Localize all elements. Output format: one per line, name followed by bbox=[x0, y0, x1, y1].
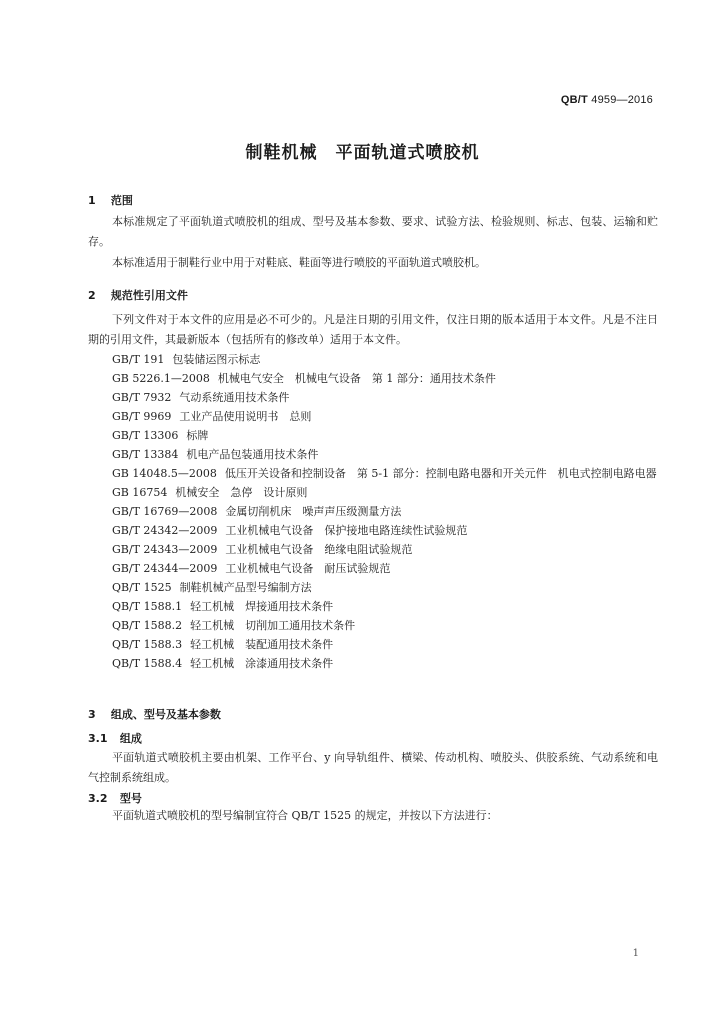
reference-item bbox=[88, 597, 658, 616]
standard-prefix: QB/T bbox=[560, 94, 588, 106]
reference-item bbox=[88, 559, 658, 578]
document-title: 制鞋机械 平面轨道式喷胶机 bbox=[245, 143, 480, 163]
reference-title: 工业产品使用说明书 总则 bbox=[179, 410, 312, 423]
reference-item bbox=[88, 445, 658, 464]
reference-item bbox=[88, 388, 658, 407]
section-1-paragraph-2: 本标准适用于制鞋行业中用于对鞋底、鞋面等进行喷胶的平面轨道式喷胶机。 bbox=[112, 256, 486, 269]
section-1-heading bbox=[88, 192, 133, 208]
reference-title: 低压开关设备和控制设备 第 5-1 部分：控制电路电器和开关元件 机电式控制电路电器 bbox=[224, 467, 657, 480]
subsection-number: 3.1 bbox=[88, 732, 108, 745]
reference-title: 机械安全 急停 设计原则 bbox=[175, 486, 308, 499]
reference-code: GB/T 13306 bbox=[112, 429, 179, 442]
reference-code: GB/T 13384 bbox=[112, 448, 179, 461]
page-number: 1 bbox=[632, 948, 639, 959]
reference-title: 机电产品包装通用技术条件 bbox=[186, 448, 319, 461]
subsection-title: 型号 bbox=[119, 792, 142, 805]
standard-number: 4959—2016 bbox=[591, 94, 653, 106]
subsection-3-1-paragraph: 平面轨道式喷胶机主要由机架、工作平台、y 向导轨组件、横梁、传动机构、喷胶头、供胶系统、气动系统和电气控制系统组成。 bbox=[88, 751, 658, 784]
reference-code: GB 5226.1—2008 bbox=[112, 372, 210, 385]
reference-code: GB/T 9969 bbox=[112, 410, 172, 423]
section-number: 3 bbox=[88, 708, 96, 721]
reference-code: GB/T 24344—2009 bbox=[112, 562, 218, 575]
reference-item bbox=[88, 502, 658, 521]
reference-title: 包装储运图示标志 bbox=[172, 353, 261, 366]
reference-code: GB/T 191 bbox=[112, 353, 165, 366]
section-number: 2 bbox=[88, 289, 96, 302]
reference-code: GB 16754 bbox=[112, 486, 168, 499]
reference-title: 机械电气安全 机械电气设备 第 1 部分：通用技术条件 bbox=[217, 372, 496, 385]
reference-title: 气动系统通用技术条件 bbox=[179, 391, 290, 404]
reference-code: QB/T 1525 bbox=[112, 581, 172, 594]
subsection-3-2-heading bbox=[88, 790, 142, 806]
reference-code: GB/T 16769—2008 bbox=[112, 505, 218, 518]
reference-item bbox=[88, 521, 658, 540]
reference-title: 轻工机械 切削加工通用技术条件 bbox=[190, 619, 356, 632]
section-2-intro: 下列文件对于本文件的应用是必不可少的。凡是注日期的引用文件，仅注日期的版本适用于本文件。凡是不注日期的引用文件，其最新版本（包括所有的修改单）适用于本文件。 bbox=[88, 313, 658, 346]
reference-title: 金属切削机床 噪声声压级测量方法 bbox=[225, 505, 402, 518]
standard-code bbox=[561, 94, 653, 106]
reference-item bbox=[88, 616, 658, 635]
reference-title: 轻工机械 装配通用技术条件 bbox=[190, 638, 334, 651]
subsection-3-2-paragraph: 平面轨道式喷胶机的型号编制宜符合 QB/T 1525 的规定，并按以下方法进行： bbox=[112, 809, 498, 822]
reference-title: 轻工机械 焊接通用技术条件 bbox=[190, 600, 334, 613]
reference-title: 工业机械电气设备 绝缘电阻试验规范 bbox=[225, 543, 413, 556]
reference-title: 标牌 bbox=[186, 429, 209, 442]
section-title: 规范性引用文件 bbox=[110, 289, 188, 302]
reference-item bbox=[88, 654, 658, 673]
reference-item bbox=[88, 540, 658, 559]
section-3-heading bbox=[88, 706, 221, 722]
subsection-title: 组成 bbox=[119, 732, 142, 745]
reference-item bbox=[88, 483, 658, 502]
reference-title: 制鞋机械产品型号编制方法 bbox=[179, 581, 312, 594]
reference-item bbox=[88, 578, 658, 597]
reference-code: GB/T 24343—2009 bbox=[112, 543, 218, 556]
reference-code: QB/T 1588.3 bbox=[112, 638, 183, 651]
reference-item bbox=[88, 369, 658, 388]
reference-code: GB 14048.5—2008 bbox=[112, 467, 217, 480]
subsection-number: 3.2 bbox=[88, 792, 108, 805]
reference-code: GB/T 24342—2009 bbox=[112, 524, 218, 537]
reference-title: 工业机械电气设备 保护接地电路连续性试验规范 bbox=[225, 524, 468, 537]
subsection-3-1-heading bbox=[88, 730, 142, 746]
reference-item bbox=[88, 407, 658, 426]
reference-code: GB/T 7932 bbox=[112, 391, 172, 404]
reference-code: QB/T 1588.4 bbox=[112, 657, 183, 670]
reference-list bbox=[88, 350, 658, 673]
section-1-paragraph-1: 本标准规定了平面轨道式喷胶机的组成、型号及基本参数、要求、试验方法、检验规则、标志、包装、运输和贮存。 bbox=[88, 215, 658, 248]
reference-title: 轻工机械 涂漆通用技术条件 bbox=[190, 657, 334, 670]
reference-code: QB/T 1588.1 bbox=[112, 600, 183, 613]
reference-title: 工业机械电气设备 耐压试验规范 bbox=[225, 562, 391, 575]
section-title: 范围 bbox=[110, 194, 133, 207]
reference-item bbox=[88, 635, 658, 654]
section-2-heading bbox=[88, 287, 188, 303]
reference-item bbox=[88, 426, 658, 445]
section-title: 组成、型号及基本参数 bbox=[110, 708, 221, 721]
reference-item bbox=[88, 350, 658, 369]
reference-item bbox=[88, 464, 658, 483]
section-number: 1 bbox=[88, 194, 96, 207]
reference-code: QB/T 1588.2 bbox=[112, 619, 183, 632]
